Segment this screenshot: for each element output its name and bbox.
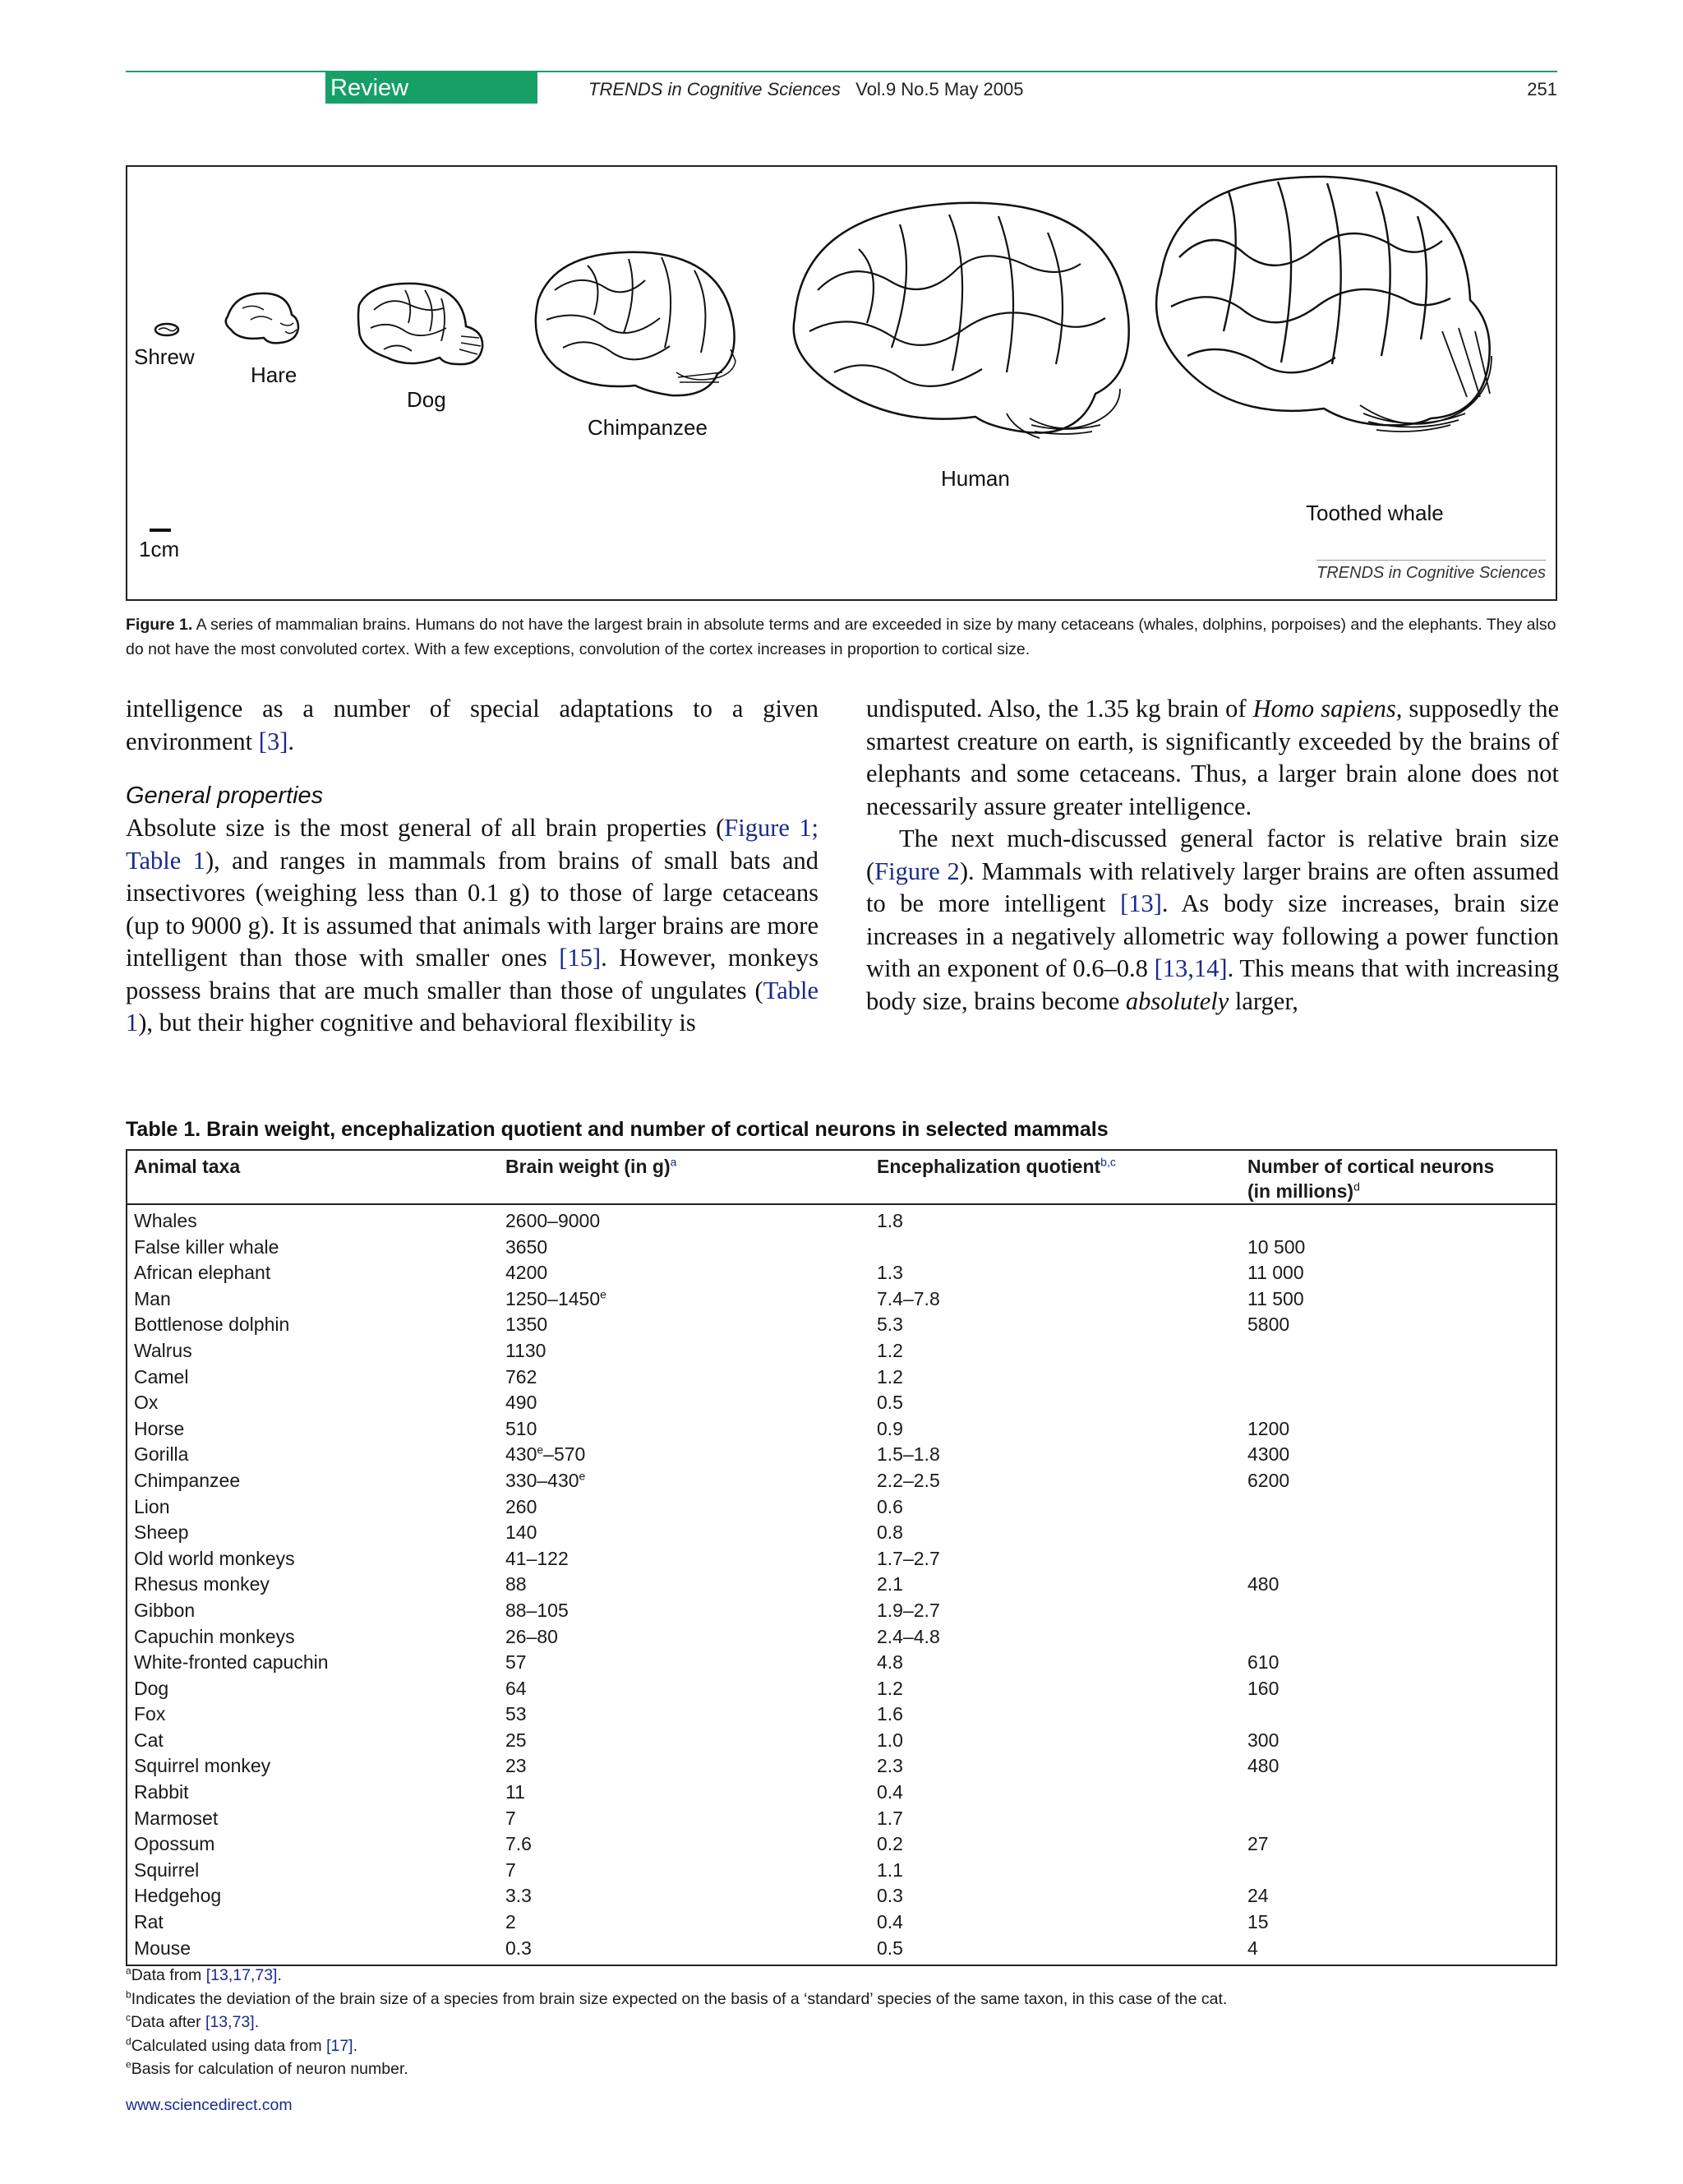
citation-link[interactable]: [17] [326, 2036, 353, 2055]
figure-link[interactable]: Figure 2 [874, 857, 960, 885]
table-row [127, 1701, 1556, 1728]
cell-neurons: 11 500 [1247, 1287, 1304, 1309]
footnote: $^a$Data from [13,17,73]. [126, 1965, 282, 1984]
cell-weight: 2600–9000 [505, 1210, 601, 1231]
cell-neurons: 24 [1247, 1885, 1269, 1907]
cell-eq: 1.2 [877, 1339, 903, 1361]
cell-neurons [1241, 1494, 1556, 1521]
issue-info: Vol.9 No.5 May 2005 [855, 79, 1024, 99]
cell-neurons: 27 [1247, 1833, 1269, 1855]
figure-caption [126, 612, 1557, 662]
shrew-brain [155, 324, 178, 335]
human-brain [794, 203, 1129, 438]
label-dog: Dog [407, 387, 446, 412]
header-weight: Brain weight (in g)$^a$ [505, 1155, 677, 1177]
cell-neurons [1241, 1780, 1556, 1806]
caption-label: Figure 1. [126, 616, 193, 634]
cell-neurons [1241, 1364, 1556, 1391]
paragraph: intelligence as a number of special adaptations to a given environment [3]. [126, 695, 818, 755]
brain-table [126, 1149, 1557, 1966]
cell-taxa: Fox [134, 1703, 166, 1725]
cell-eq: 1.3 [877, 1262, 903, 1284]
cell-weight: 0.3 [505, 1937, 532, 1959]
cell-eq: 0.2 [877, 1833, 903, 1855]
cell-neurons [1241, 1338, 1556, 1364]
table-row [127, 1364, 1556, 1391]
label-hare: Hare [251, 362, 297, 387]
cell-eq: 2.4–4.8 [877, 1625, 940, 1647]
table-row [127, 1650, 1556, 1676]
cell-eq: 0.6 [877, 1495, 903, 1517]
cell-taxa: Chimpanzee [134, 1469, 241, 1491]
cell-eq: 1.1 [877, 1858, 903, 1881]
table-row [127, 1753, 1556, 1780]
cell-weight: 1130 [505, 1339, 546, 1361]
cell-neurons: 1200 [1247, 1417, 1290, 1439]
caption-text: A series of mammalian brains. Humans do not have the largest brain in absolute terms and are exceeded in size by many cetaceans (whales, dolphins, porpoises) and the elephants. They also do not have the most convoluted cortex. With a few exceptions, convolution of the cortex increases in proportion to cortical size. [126, 616, 1556, 658]
cell-eq: 0.4 [877, 1911, 903, 1933]
cell-eq: 1.5–1.8 [877, 1443, 940, 1466]
cell-eq [870, 1235, 1241, 1261]
cell-eq: 1.2 [877, 1365, 903, 1388]
table-row [127, 1909, 1556, 1936]
cell-neurons [1241, 1598, 1556, 1624]
cell-weight: 3.3 [505, 1885, 532, 1907]
cell-neurons [1241, 1546, 1556, 1572]
cell-eq: 7.4–7.8 [877, 1287, 940, 1309]
section-badge: Review [325, 72, 537, 104]
table-header [127, 1151, 1556, 1205]
cell-eq: 0.4 [877, 1781, 903, 1803]
cell-eq: 0.5 [877, 1392, 903, 1414]
cell-taxa: Capuchin monkeys [134, 1625, 295, 1647]
cell-taxa: Rabbit [134, 1781, 189, 1803]
cell-neurons: 6200 [1247, 1469, 1290, 1491]
cell-neurons: 480 [1247, 1573, 1280, 1595]
cell-weight: 510 [505, 1417, 537, 1439]
cell-weight: 1250–1450e [505, 1287, 606, 1309]
cell-neurons [1241, 1701, 1556, 1728]
table-row [127, 1806, 1556, 1832]
chimpanzee-brain [536, 252, 735, 395]
table-row [127, 1546, 1556, 1572]
label-human: Human [941, 466, 1010, 491]
cell-weight: 2 [505, 1911, 516, 1933]
table-row [127, 1338, 1556, 1364]
cell-weight: 762 [505, 1365, 537, 1388]
table-row [127, 1936, 1556, 1962]
cell-eq: 1.7–2.7 [877, 1547, 940, 1569]
cell-neurons [1241, 1208, 1556, 1235]
cell-eq: 0.5 [877, 1937, 903, 1959]
label-toothed-whale: Toothed whale [1306, 501, 1444, 525]
cell-neurons [1241, 1390, 1556, 1416]
cell-taxa: Squirrel [134, 1858, 200, 1881]
table-row [127, 1831, 1556, 1858]
cell-taxa: White-fronted capuchin [134, 1651, 329, 1674]
cell-neurons: 300 [1247, 1729, 1280, 1751]
paragraph: Absolute size is the most general of all brain properties (Figure 1; Table 1), and ranges in mammals from brains of small bats and insectivores (weighing less than 0.1 g) to those of large cetaceans (up to 9000 g). It is assumed that animals with larger brains are more intelligent than those with smaller ones [15]. However, monkeys possess brains that are much smaller than those of ungulates (Table 1), but their higher cognitive and behavioral flexibility is [126, 814, 818, 1037]
figure-credit: TRENDS in Cognitive Sciences [1316, 560, 1546, 583]
cell-taxa: Bottlenose dolphin [134, 1314, 290, 1336]
cell-neurons: 11 000 [1247, 1262, 1304, 1284]
footnote: $^c$Data after [13,73]. [126, 2011, 260, 2031]
cell-weight: 7 [505, 1858, 516, 1881]
cell-eq: 0.9 [877, 1417, 903, 1439]
cell-weight: 4200 [505, 1262, 548, 1284]
cell-taxa: Rat [134, 1911, 164, 1933]
footnote: $^d$Calculated using data from [17]. [126, 2035, 358, 2055]
cell-eq: 1.2 [877, 1677, 903, 1699]
table-row [127, 1494, 1556, 1521]
cell-weight: 330–430e [505, 1469, 586, 1491]
cell-taxa: Horse [134, 1417, 185, 1439]
label-chimpanzee: Chimpanzee [588, 415, 708, 440]
cell-eq: 5.3 [877, 1314, 903, 1336]
label-scale: 1cm [139, 537, 180, 561]
cell-weight: 23 [505, 1755, 527, 1777]
table-row [127, 1520, 1556, 1546]
cell-weight: 26–80 [505, 1625, 558, 1647]
table-row [127, 1883, 1556, 1909]
cell-weight: 260 [505, 1495, 537, 1517]
figure-1 [126, 165, 1557, 601]
cell-neurons: 10 500 [1247, 1235, 1306, 1258]
cell-taxa: Opossum [134, 1833, 215, 1855]
cell-weight: 140 [505, 1521, 537, 1544]
cell-neurons: 15 [1247, 1911, 1269, 1933]
cell-taxa: Hedgehog [134, 1885, 222, 1907]
cell-weight: 3650 [505, 1235, 548, 1258]
figure-table-link[interactable]: Figure 1; Table 1 [126, 814, 818, 875]
table-row [127, 1728, 1556, 1754]
cell-eq: 0.3 [877, 1885, 903, 1907]
site-url-link[interactable]: www.sciencedirect.com [126, 2096, 293, 2114]
cell-eq: 1.7 [877, 1807, 903, 1829]
paragraph: The next much-discussed general factor is relative brain size (Figure 2). Mammals with relatively larger brains are often assumed to be more intelligent [13]. As body size increases, brain size increases in a negatively allometric way following a power function with an exponent of 0.6–0.8 [13,14]. This means that with increasing body size, brains become absolutely larger, [866, 824, 1559, 1015]
table-row [127, 1416, 1556, 1443]
cell-eq: 1.0 [877, 1729, 903, 1751]
citation-link[interactable]: [13,17,73] [205, 1966, 278, 1984]
cell-taxa: Marmoset [134, 1807, 219, 1829]
cell-neurons: 610 [1247, 1651, 1280, 1674]
cell-neurons: 4300 [1247, 1443, 1290, 1466]
paragraph: undisputed. Also, the 1.35 kg brain of Homo sapiens, supposedly the smartest creature on earth, is significantly exceeded by the brains of elephants and some cetaceans. Thus, a larger brain alone does not necessarily assure greater intelligence. [866, 695, 1559, 820]
cell-taxa: Dog [134, 1677, 169, 1699]
header-taxa: Animal taxa [134, 1156, 241, 1177]
cell-weight: 57 [505, 1651, 527, 1674]
table-row [127, 1235, 1556, 1261]
table-body [127, 1205, 1556, 1965]
table-row [127, 1598, 1556, 1624]
cell-weight: 430e–570 [505, 1443, 586, 1466]
cell-eq: 0.8 [877, 1521, 903, 1544]
cell-taxa: Squirrel monkey [134, 1755, 271, 1777]
cell-taxa: Man [134, 1287, 171, 1309]
table-row [127, 1312, 1556, 1338]
table-row [127, 1390, 1556, 1416]
cell-taxa: False killer whale [134, 1235, 279, 1258]
cell-taxa: Rhesus monkey [134, 1573, 270, 1595]
cell-neurons [1241, 1520, 1556, 1546]
cell-neurons [1241, 1858, 1556, 1884]
cell-weight: 53 [505, 1703, 527, 1725]
citation-link[interactable]: [13] [1120, 889, 1162, 917]
cell-neurons [1241, 1624, 1556, 1651]
right-column [866, 693, 1559, 1018]
cell-weight: 64 [505, 1677, 527, 1699]
table-row [127, 1858, 1556, 1884]
cell-taxa: Lion [134, 1495, 170, 1517]
brain-illustrations [127, 167, 1556, 599]
cell-weight: 7 [505, 1807, 516, 1829]
cell-eq: 1.6 [877, 1703, 903, 1725]
header-neurons: Number of cortical neurons (in millions)$^d$ [1247, 1156, 1495, 1202]
table-row [127, 1676, 1556, 1702]
page-number: 251 [1527, 79, 1557, 99]
footnote: $^e$Basis for calculation of neuron number. [126, 2058, 408, 2078]
cell-weight: 11 [505, 1781, 525, 1803]
cell-eq: 2.1 [877, 1573, 903, 1595]
cell-weight: 88–105 [505, 1599, 569, 1621]
cell-weight: 25 [505, 1729, 527, 1751]
left-column [126, 693, 818, 1040]
cell-neurons: 160 [1247, 1677, 1280, 1699]
cell-eq: 2.3 [877, 1755, 903, 1777]
table-row [127, 1286, 1556, 1313]
header-eq: Encephalization quotient$^{b,c}$ [877, 1155, 1116, 1177]
citation-link[interactable]: [3] [258, 727, 288, 755]
cell-taxa: Walrus [134, 1339, 192, 1361]
citation-link[interactable]: [13,73] [205, 2013, 255, 2031]
table-row [127, 1260, 1556, 1286]
cell-eq: 4.8 [877, 1651, 903, 1674]
cell-taxa: Mouse [134, 1937, 191, 1959]
footnote: $^b$Indicates the deviation of the brain size of a species from brain size expected on the basis of a ‘standard’ species of the same taxon, in this case of the cat. [126, 1988, 1228, 2008]
table-link[interactable]: Table 1 [126, 976, 818, 1037]
table-row [127, 1442, 1556, 1468]
section-heading: General properties [126, 783, 324, 809]
cell-neurons [1241, 1806, 1556, 1832]
table-row [127, 1624, 1556, 1651]
table-title: Table 1. Brain weight, encephalization quotient and number of cortical neurons in selected mammals [126, 1118, 1109, 1141]
cell-weight: 88 [505, 1573, 527, 1595]
dog-brain [358, 284, 482, 364]
cell-eq: 2.2–2.5 [877, 1469, 940, 1491]
cell-weight: 7.6 [505, 1833, 532, 1855]
cell-taxa: Gorilla [134, 1443, 189, 1466]
table-row [127, 1208, 1556, 1235]
cell-neurons: 5800 [1247, 1314, 1290, 1336]
cell-eq: 1.8 [877, 1210, 903, 1231]
cell-taxa: Camel [134, 1365, 189, 1388]
citation-link[interactable]: [13,14] [1154, 954, 1228, 982]
cell-weight: 1350 [505, 1314, 548, 1336]
cell-taxa: Sheep [134, 1521, 189, 1544]
journal-info [588, 79, 1024, 100]
cell-taxa: Old world monkeys [134, 1547, 295, 1569]
cell-taxa: African elephant [134, 1262, 271, 1284]
cell-weight: 490 [505, 1392, 537, 1414]
whale-brain [1156, 177, 1492, 432]
cell-taxa: Gibbon [134, 1599, 196, 1621]
cell-eq: 1.9–2.7 [877, 1599, 940, 1621]
hare-brain [226, 293, 298, 344]
cell-weight: 41–122 [505, 1547, 569, 1569]
cell-taxa: Whales [134, 1210, 197, 1231]
table-row [127, 1572, 1556, 1598]
table-footnotes [126, 1964, 1227, 2081]
label-shrew: Shrew [134, 344, 195, 369]
citation-link[interactable]: [15] [559, 944, 602, 972]
table-row [127, 1780, 1556, 1806]
cell-taxa: Cat [134, 1729, 164, 1751]
cell-taxa: Ox [134, 1392, 159, 1414]
table-row [127, 1468, 1556, 1494]
cell-neurons: 480 [1247, 1755, 1280, 1777]
cell-neurons: 4 [1247, 1937, 1258, 1959]
journal-name: TRENDS in Cognitive Sciences [588, 79, 841, 99]
